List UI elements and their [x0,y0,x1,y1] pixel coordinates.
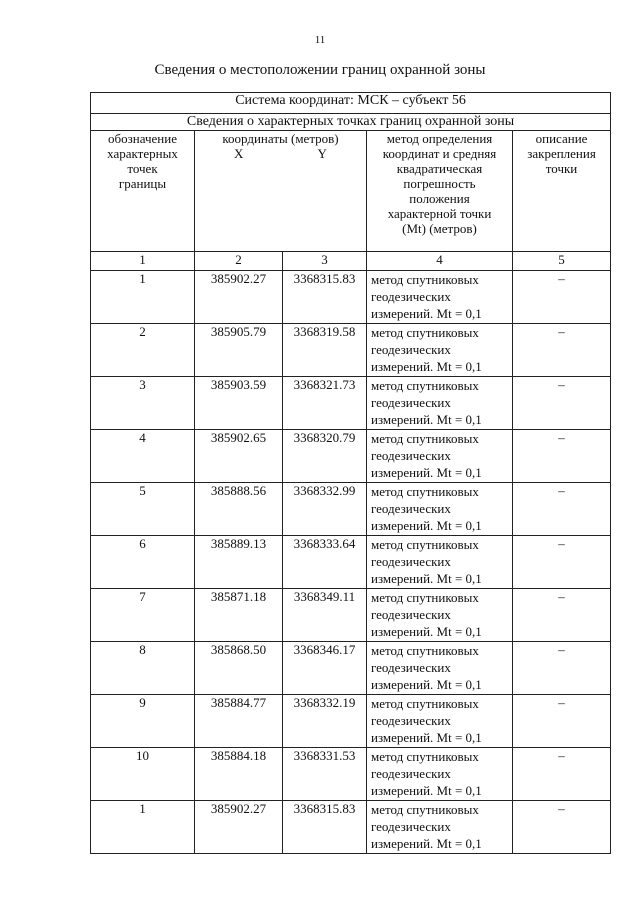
column-number: 1 [91,252,195,271]
description-cell: – [513,536,611,589]
method-cell: метод спутниковых геодезических измерений. Mt = 0,1 [367,377,513,430]
point-cell: 10 [91,748,195,801]
column-number: 5 [513,252,611,271]
column-number: 4 [367,252,513,271]
header-y: Y [317,146,327,161]
header-point: обозначение характерных точек границы [91,131,195,252]
description-cell: – [513,801,611,854]
x-cell: 385902.65 [195,430,283,483]
y-cell: 3368333.64 [283,536,367,589]
method-cell: метод спутниковых геодезических измерений. Mt = 0,1 [367,483,513,536]
point-cell: 5 [91,483,195,536]
x-cell: 385871.18 [195,589,283,642]
x-cell: 385884.77 [195,695,283,748]
x-cell: 385902.27 [195,801,283,854]
description-cell: – [513,589,611,642]
page-number: 11 [314,34,326,46]
y-cell: 3368321.73 [283,377,367,430]
table-row [91,483,611,536]
x-cell: 385889.13 [195,536,283,589]
point-cell: 1 [91,271,195,324]
method-cell: метод спутниковых геодезических измерений. Mt = 0,1 [367,748,513,801]
y-cell: 3368320.79 [283,430,367,483]
method-cell: метод спутниковых геодезических измерений. Mt = 0,1 [367,695,513,748]
x-cell: 385902.27 [195,271,283,324]
point-cell: 4 [91,430,195,483]
method-cell: метод спутниковых геодезических измерений. Mt = 0,1 [367,642,513,695]
point-cell: 9 [91,695,195,748]
y-cell: 3368349.11 [283,589,367,642]
point-cell: 8 [91,642,195,695]
description-cell: – [513,377,611,430]
point-cell: 1 [91,801,195,854]
table-row [91,748,611,801]
y-cell: 3368315.83 [283,271,367,324]
method-cell: метод спутниковых геодезических измерений. Mt = 0,1 [367,430,513,483]
coordinates-table [90,92,611,854]
table-row [91,430,611,483]
table-row [91,589,611,642]
method-cell: метод спутниковых геодезических измерений. Mt = 0,1 [367,271,513,324]
x-cell: 385884.18 [195,748,283,801]
points-info-cell: Сведения о характерных точках границ охранной зоны [91,114,611,131]
description-cell: – [513,483,611,536]
description-cell: – [513,324,611,377]
table-row [91,695,611,748]
point-cell: 3 [91,377,195,430]
document-title: Сведения о местоположении границ охранной зоны [154,62,486,78]
table-row [91,324,611,377]
point-cell: 6 [91,536,195,589]
table-row [91,536,611,589]
y-cell: 3368315.83 [283,801,367,854]
y-cell: 3368346.17 [283,642,367,695]
table-row [91,271,611,324]
column-numbers-row [91,252,611,271]
header-x: X [234,146,244,161]
y-cell: 3368332.99 [283,483,367,536]
point-cell: 2 [91,324,195,377]
table-row [91,801,611,854]
x-cell: 385888.56 [195,483,283,536]
method-cell: метод спутниковых геодезических измерений. Mt = 0,1 [367,801,513,854]
description-cell: – [513,430,611,483]
coordinate-system-cell: Система координат: МСК – субъект 56 [91,93,611,114]
column-number: 3 [283,252,367,271]
description-cell: – [513,271,611,324]
header-coords: координаты (метров) X Y [195,131,367,252]
table-row [91,377,611,430]
method-cell: метод спутниковых геодезических измерений. Mt = 0,1 [367,536,513,589]
description-cell: – [513,695,611,748]
column-number: 2 [195,252,283,271]
y-cell: 3368319.58 [283,324,367,377]
description-cell: – [513,642,611,695]
x-cell: 385905.79 [195,324,283,377]
header-method: метод определения координат и средняя квадратическая погрешность положения характерной точки (Mt) (метров) [367,131,513,252]
header-desc: описание закрепления точки [513,131,611,252]
method-cell: метод спутниковых геодезических измерений. Mt = 0,1 [367,589,513,642]
y-cell: 3368331.53 [283,748,367,801]
description-cell: – [513,748,611,801]
table-row [91,642,611,695]
x-cell: 385868.50 [195,642,283,695]
method-cell: метод спутниковых геодезических измерений. Mt = 0,1 [367,324,513,377]
point-cell: 7 [91,589,195,642]
x-cell: 385903.59 [195,377,283,430]
y-cell: 3368332.19 [283,695,367,748]
